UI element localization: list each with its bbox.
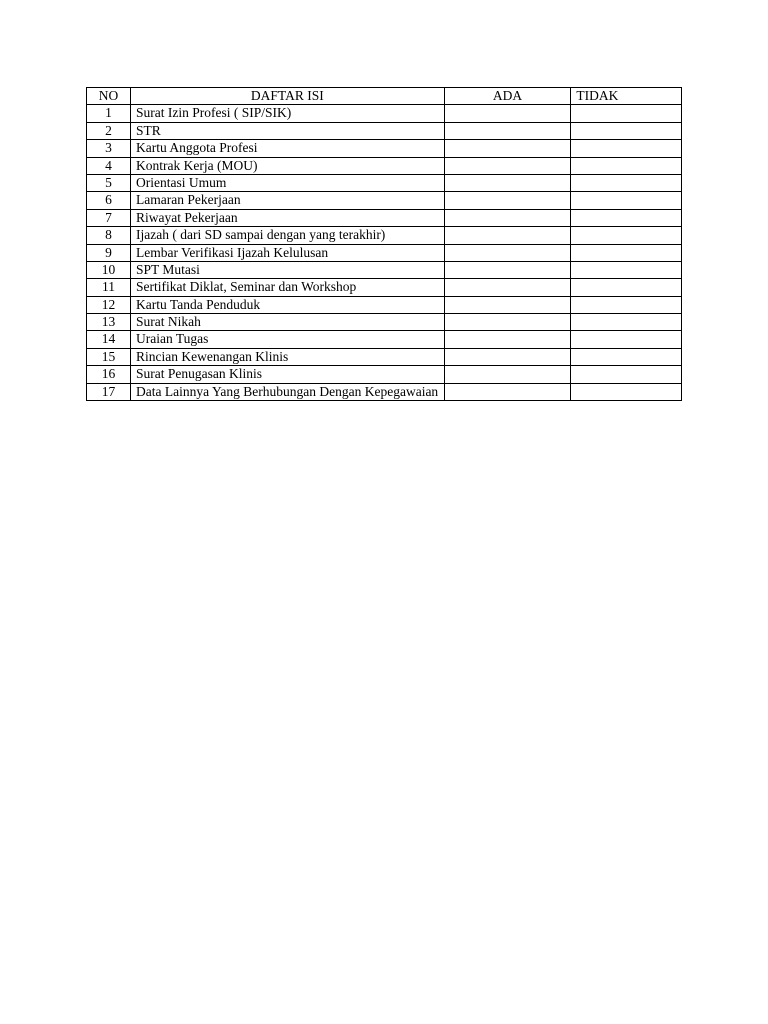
row-number: 15	[87, 348, 131, 365]
row-item: Lamaran Pekerjaan	[131, 192, 445, 209]
table-row	[87, 105, 682, 122]
row-number: 12	[87, 296, 131, 313]
row-item: Rincian Kewenangan Klinis	[131, 348, 445, 365]
table-row	[87, 244, 682, 261]
row-ada-cell	[444, 279, 571, 296]
row-ada-cell	[444, 122, 571, 139]
row-ada-cell	[444, 261, 571, 278]
table-row	[87, 157, 682, 174]
row-item: Surat Izin Profesi ( SIP/SIK)	[131, 105, 445, 122]
table-header-row	[87, 88, 682, 105]
row-tidak-cell	[571, 366, 682, 383]
table-row	[87, 331, 682, 348]
row-ada-cell	[444, 174, 571, 191]
row-tidak-cell	[571, 122, 682, 139]
table-row	[87, 209, 682, 226]
row-item: Sertifikat Diklat, Seminar dan Workshop	[131, 279, 445, 296]
row-tidak-cell	[571, 383, 682, 400]
table-row	[87, 174, 682, 191]
header-no: NO	[87, 88, 131, 105]
row-item: SPT Mutasi	[131, 261, 445, 278]
row-number: 10	[87, 261, 131, 278]
row-ada-cell	[444, 140, 571, 157]
row-number: 11	[87, 279, 131, 296]
row-number: 1	[87, 105, 131, 122]
row-tidak-cell	[571, 331, 682, 348]
row-ada-cell	[444, 157, 571, 174]
table-row	[87, 348, 682, 365]
row-item: Uraian Tugas	[131, 331, 445, 348]
row-number: 14	[87, 331, 131, 348]
row-item: Surat Nikah	[131, 314, 445, 331]
row-ada-cell	[444, 383, 571, 400]
row-ada-cell	[444, 244, 571, 261]
row-number: 3	[87, 140, 131, 157]
row-item: Orientasi Umum	[131, 174, 445, 191]
table-row	[87, 227, 682, 244]
row-item: Kontrak Kerja (MOU)	[131, 157, 445, 174]
row-tidak-cell	[571, 227, 682, 244]
row-number: 6	[87, 192, 131, 209]
table-row	[87, 314, 682, 331]
row-number: 16	[87, 366, 131, 383]
row-tidak-cell	[571, 105, 682, 122]
table-row	[87, 140, 682, 157]
row-ada-cell	[444, 331, 571, 348]
row-ada-cell	[444, 227, 571, 244]
row-tidak-cell	[571, 348, 682, 365]
row-tidak-cell	[571, 209, 682, 226]
row-ada-cell	[444, 209, 571, 226]
row-number: 5	[87, 174, 131, 191]
row-number: 13	[87, 314, 131, 331]
row-number: 8	[87, 227, 131, 244]
row-ada-cell	[444, 366, 571, 383]
table-row	[87, 366, 682, 383]
row-item: STR	[131, 122, 445, 139]
checklist-table	[86, 87, 682, 401]
header-tidak: TIDAK	[571, 88, 682, 105]
table-row	[87, 279, 682, 296]
table-row	[87, 192, 682, 209]
row-ada-cell	[444, 105, 571, 122]
row-ada-cell	[444, 314, 571, 331]
header-ada: ADA	[444, 88, 571, 105]
row-tidak-cell	[571, 279, 682, 296]
table-row	[87, 296, 682, 313]
row-item: Surat Penugasan Klinis	[131, 366, 445, 383]
row-tidak-cell	[571, 174, 682, 191]
table-row	[87, 383, 682, 400]
row-item: Kartu Tanda Penduduk	[131, 296, 445, 313]
row-item: Riwayat Pekerjaan	[131, 209, 445, 226]
row-number: 4	[87, 157, 131, 174]
row-tidak-cell	[571, 140, 682, 157]
row-tidak-cell	[571, 157, 682, 174]
row-tidak-cell	[571, 192, 682, 209]
row-tidak-cell	[571, 261, 682, 278]
row-tidak-cell	[571, 314, 682, 331]
row-number: 9	[87, 244, 131, 261]
table-row	[87, 122, 682, 139]
row-number: 17	[87, 383, 131, 400]
row-ada-cell	[444, 192, 571, 209]
row-item: Lembar Verifikasi Ijazah Kelulusan	[131, 244, 445, 261]
row-item: Kartu Anggota Profesi	[131, 140, 445, 157]
row-tidak-cell	[571, 244, 682, 261]
row-tidak-cell	[571, 296, 682, 313]
table-row	[87, 261, 682, 278]
row-number: 7	[87, 209, 131, 226]
row-ada-cell	[444, 348, 571, 365]
row-ada-cell	[444, 296, 571, 313]
row-item: Data Lainnya Yang Berhubungan Dengan Kepegawaian	[131, 383, 445, 400]
row-number: 2	[87, 122, 131, 139]
header-daftar-isi: DAFTAR ISI	[131, 88, 445, 105]
row-item: Ijazah ( dari SD sampai dengan yang terakhir)	[131, 227, 445, 244]
